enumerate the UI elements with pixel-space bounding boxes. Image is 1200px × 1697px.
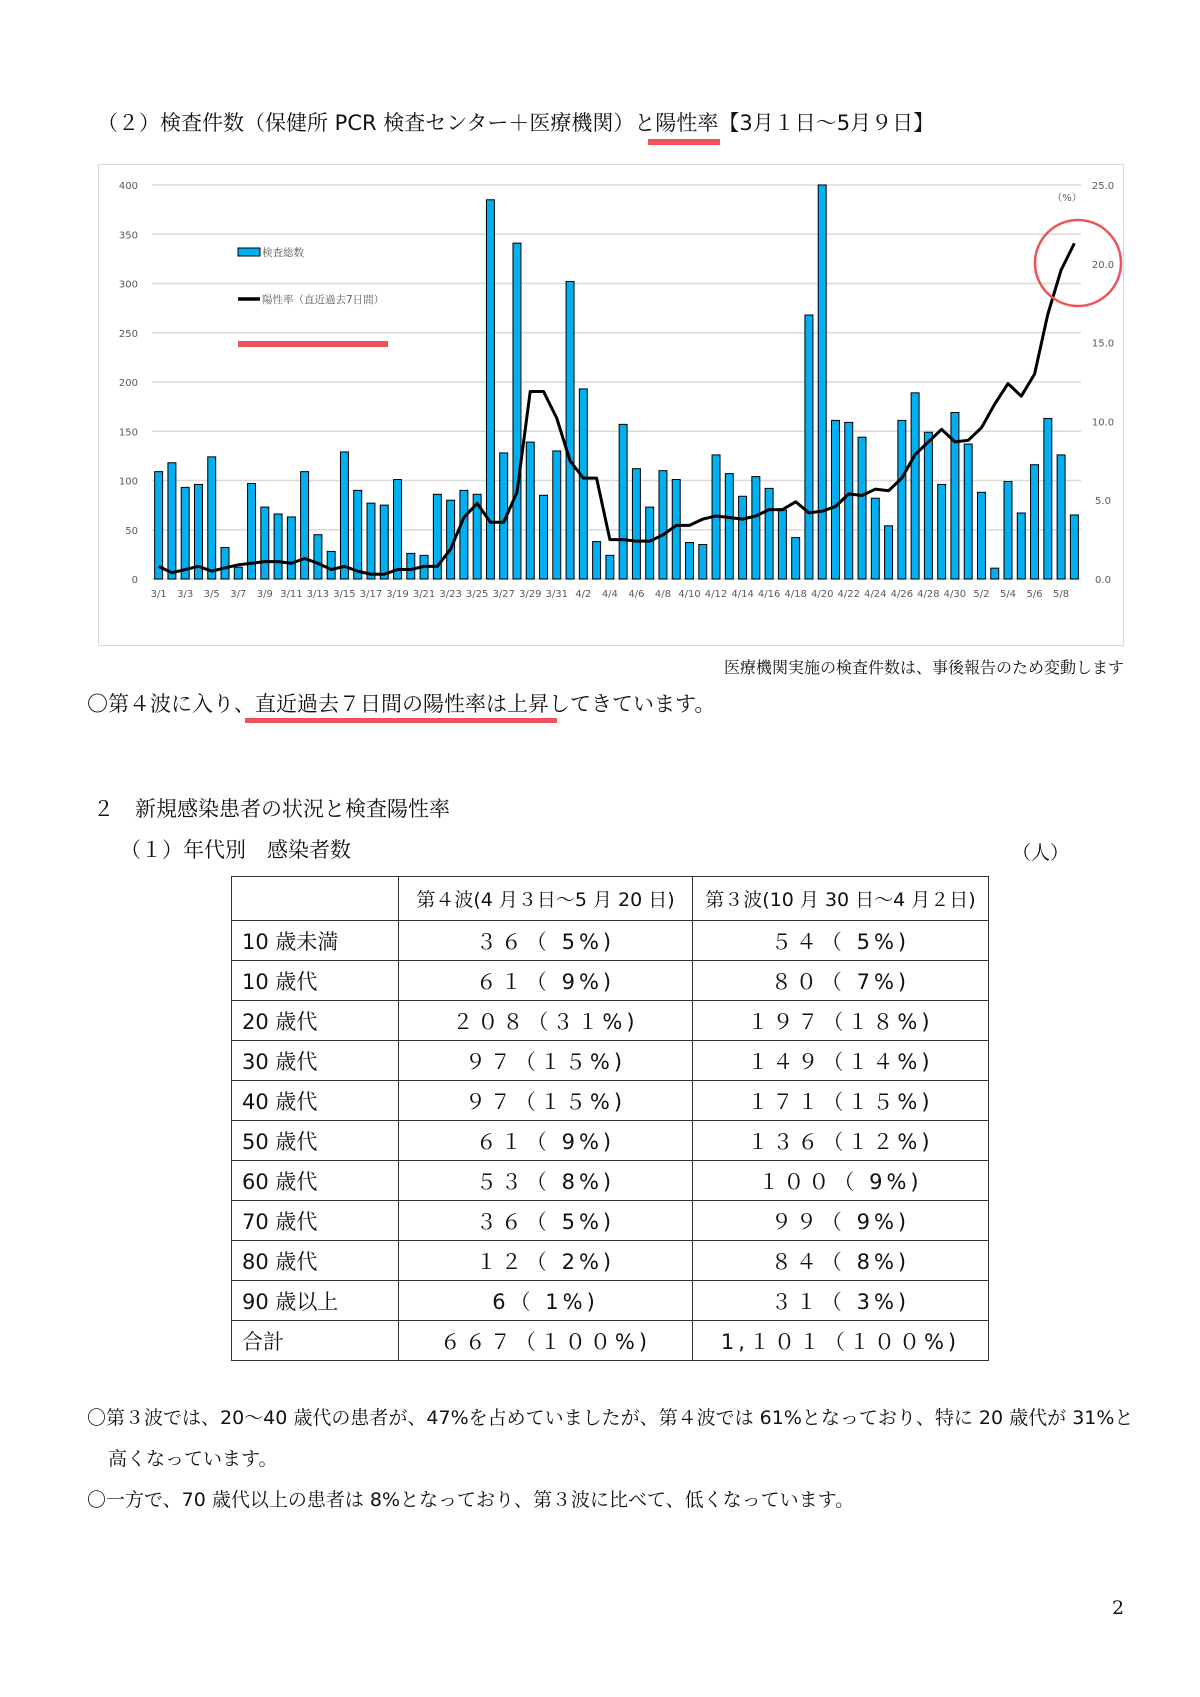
x-tick-label: 3/19	[386, 589, 409, 600]
table-row	[232, 1001, 989, 1041]
age-group-cell: 30 歳代	[232, 1041, 399, 1081]
left-tick-label: 400	[118, 181, 138, 192]
bar-test-count	[1070, 515, 1078, 579]
x-tick-label: 4/12	[704, 589, 728, 600]
table-header-row	[232, 877, 989, 921]
tests-positivity-chart	[99, 165, 1125, 647]
wave3-cell: １９７（１８%)	[693, 1001, 989, 1041]
table-row	[232, 1241, 989, 1281]
bar-test-count	[632, 469, 640, 579]
age-group-cell: 10 歳代	[232, 961, 399, 1001]
left-tick-label: 50	[125, 525, 138, 537]
right-tick-label: 15.0	[1091, 338, 1115, 350]
header-wave4: 第４波(4 月３日～5 月 20 日)	[399, 877, 693, 921]
x-tick-label: 4/18	[784, 589, 807, 600]
x-tick-label: 5/8	[1053, 589, 1070, 600]
bar-test-count	[924, 432, 932, 579]
x-tick-label: 4/8	[654, 589, 671, 600]
bar-test-count	[739, 496, 747, 579]
age-group-cell: 40 歳代	[232, 1081, 399, 1121]
bar-test-count	[845, 422, 853, 579]
age-group-cell: 90 歳以上	[232, 1281, 399, 1321]
wave4-cell: ６１（ 9%)	[399, 1121, 693, 1161]
left-tick-label: 250	[118, 328, 138, 340]
x-tick-label: 3/13	[306, 589, 330, 600]
wave4-cell: ６６７（１００%)	[399, 1321, 693, 1361]
left-tick-label: 200	[118, 378, 138, 389]
x-tick-label: 4/2	[575, 589, 592, 600]
bar-test-count	[394, 480, 402, 579]
x-tick-label: 3/11	[280, 589, 303, 600]
age-group-cell: 60 歳代	[232, 1161, 399, 1201]
bar-test-count	[765, 488, 773, 579]
bar-test-count	[327, 551, 335, 579]
bar-test-count	[818, 185, 826, 579]
bar-test-count	[911, 393, 919, 579]
bar-test-count	[858, 437, 866, 579]
bar-test-count	[964, 444, 972, 579]
bullet-positivity-rising: 〇第４波に入り、直近過去７日間の陽性率は上昇してきています。	[87, 692, 716, 716]
left-tick-label: 100	[118, 476, 138, 488]
x-tick-label: 3/23	[439, 589, 462, 600]
x-tick-label: 3/15	[333, 589, 356, 600]
x-tick-label: 3/27	[492, 589, 515, 600]
bar-test-count	[526, 442, 534, 579]
x-tick-label: 4/16	[757, 589, 781, 600]
bullet-age-shift-cont: 高くなっています。	[108, 1448, 278, 1470]
table-row	[232, 1081, 989, 1121]
left-tick-label: 350	[118, 230, 138, 242]
wave4-cell: ３６（ 5%)	[399, 921, 693, 961]
age-group-table	[231, 876, 989, 1361]
bullet-age-shift: 〇第３波では、20～40 歳代の患者が、47%を占めていましたが、第４波では 61%となっており、特に 20 歳代が 31%と	[87, 1407, 1134, 1429]
x-tick-label: 3/3	[177, 589, 194, 600]
bar-test-count	[725, 474, 733, 579]
x-tick-label: 3/25	[465, 589, 489, 600]
wave3-cell: １３６（１２%)	[693, 1121, 989, 1161]
section-title: （２）検査件数（保健所 PCR 検査センター＋医療機関）と陽性率【3月１日～5月９日】	[97, 111, 935, 135]
bar-test-count	[606, 555, 614, 579]
x-tick-label: 5/4	[999, 589, 1017, 600]
right-tick-label: 10.0	[1091, 417, 1115, 429]
table-row	[232, 961, 989, 1001]
x-tick-label: 4/28	[917, 589, 940, 600]
x-tick-label: 5/6	[1026, 589, 1043, 600]
bar-test-count	[155, 472, 163, 579]
x-tick-label: 3/5	[203, 589, 220, 600]
x-tick-label: 3/31	[545, 589, 569, 600]
page-number: 2	[1112, 1597, 1125, 1619]
bar-test-count	[646, 507, 654, 579]
wave3-cell: ９９（ 9%)	[693, 1201, 989, 1241]
bar-test-count	[380, 505, 388, 579]
table-row	[232, 1201, 989, 1241]
x-tick-label: 4/30	[943, 589, 967, 600]
right-tick-label: 25.0	[1091, 181, 1115, 192]
left-tick-label: 150	[118, 427, 138, 439]
age-group-cell: 70 歳代	[232, 1201, 399, 1241]
wave4-cell: ６１（ 9%)	[399, 961, 693, 1001]
x-tick-label: 3/17	[359, 589, 383, 600]
bar-test-count	[672, 480, 680, 579]
bar-test-count	[367, 503, 375, 579]
wave4-cell: ３６（ 5%)	[399, 1201, 693, 1241]
bar-test-count	[1031, 465, 1039, 579]
age-group-cell: 合計	[232, 1321, 399, 1361]
bar-test-count	[898, 420, 906, 579]
bar-test-count	[221, 547, 229, 579]
x-tick-label: 4/14	[731, 589, 754, 600]
x-tick-label: 4/22	[837, 589, 860, 600]
age-group-cell: 80 歳代	[232, 1241, 399, 1281]
bar-test-count	[314, 535, 322, 579]
bullet-highlight-underline	[245, 718, 557, 723]
wave4-cell: ９７（１５%)	[399, 1041, 693, 1081]
age-group-cell: 10 歳未満	[232, 921, 399, 961]
bar-test-count	[977, 492, 985, 579]
x-tick-label: 4/4	[601, 589, 618, 600]
subsection-title: （１）年代別 感染者数	[120, 838, 351, 862]
bar-test-count	[540, 495, 548, 579]
chart-note: 医療機関実施の検査件数は、事後報告のため変動します	[723, 658, 1124, 677]
x-tick-label: 3/1	[150, 589, 167, 600]
wave3-cell: ５４（ 5%)	[693, 921, 989, 961]
bar-test-count	[1057, 455, 1065, 579]
left-tick-label: 0	[131, 575, 138, 586]
bar-test-count	[407, 553, 415, 579]
bar-test-count	[194, 484, 202, 579]
wave4-cell: １２（ 2%)	[399, 1241, 693, 1281]
x-tick-label: 3/29	[519, 589, 542, 600]
table-row	[232, 1041, 989, 1081]
table-row	[232, 1121, 989, 1161]
wave4-cell: ２０８（３１%)	[399, 1001, 693, 1041]
table-row	[232, 1161, 989, 1201]
x-tick-label: 4/24	[864, 589, 887, 600]
wave3-cell: １００（ 9%)	[693, 1161, 989, 1201]
right-tick-label: 0.0	[1095, 575, 1111, 586]
wave3-cell: 1,１０１（１００%)	[693, 1321, 989, 1361]
table-row	[232, 921, 989, 961]
bar-test-count	[686, 543, 694, 579]
bar-test-count	[831, 420, 839, 579]
wave3-cell: ８０（ 7%)	[693, 961, 989, 1001]
bar-test-count	[752, 477, 760, 579]
x-tick-label: 4/20	[810, 589, 834, 600]
x-tick-label: 4/26	[890, 589, 914, 600]
bar-test-count	[699, 545, 707, 579]
bar-test-count	[354, 490, 362, 579]
bar-test-count	[619, 424, 627, 579]
bar-test-count	[792, 538, 800, 579]
bar-test-count	[778, 510, 786, 579]
right-tick-label: 20.0	[1091, 259, 1115, 271]
bar-test-count	[460, 490, 468, 579]
legend-highlight-underline	[238, 341, 388, 347]
bar-test-count	[181, 487, 189, 579]
bar-test-count	[1044, 418, 1052, 579]
bullet-elderly: 〇一方で、70 歳代以上の患者は 8%となっており、第３波に比べて、低くなっています。	[87, 1489, 855, 1511]
wave4-cell: 6（ 1%)	[399, 1281, 693, 1321]
x-tick-label: 3/21	[412, 589, 436, 600]
wave4-cell: ５３（ 8%)	[399, 1161, 693, 1201]
bar-test-count	[871, 498, 879, 579]
unit-label: （人）	[1012, 842, 1070, 864]
positivity-rate-line	[159, 243, 1075, 574]
legend-bar-swatch	[238, 248, 260, 256]
wave4-cell: ９７（１５%)	[399, 1081, 693, 1121]
age-group-cell: 50 歳代	[232, 1121, 399, 1161]
bar-test-count	[593, 542, 601, 579]
wave3-cell: １４９（１４%)	[693, 1041, 989, 1081]
bar-test-count	[553, 451, 561, 579]
wave3-cell: ３１（ 3%)	[693, 1281, 989, 1321]
right-tick-label: 5.0	[1095, 496, 1111, 508]
x-tick-label: 4/6	[628, 589, 645, 600]
percent-unit-label: （%）	[1052, 193, 1082, 204]
bar-test-count	[301, 472, 309, 579]
wave3-cell: ８４（ 8%)	[693, 1241, 989, 1281]
header-empty	[232, 877, 399, 921]
bar-test-count	[566, 282, 574, 579]
bar-test-count	[805, 315, 813, 579]
wave3-cell: １７１（１５%)	[693, 1081, 989, 1121]
chart-container	[98, 164, 1124, 646]
header-wave3: 第３波(10 月 30 日～4 月２日)	[693, 877, 989, 921]
bar-test-count	[991, 568, 999, 579]
age-group-cell: 20 歳代	[232, 1001, 399, 1041]
title-highlight-underline	[648, 139, 720, 145]
bar-test-count	[234, 567, 242, 579]
bar-test-count	[287, 517, 295, 579]
bar-test-count	[885, 526, 893, 579]
bar-test-count	[1017, 513, 1025, 579]
legend-label-positivity: 陽性率（直近過去7日間）	[262, 294, 385, 306]
bar-test-count	[1004, 481, 1012, 579]
x-tick-label: 3/9	[256, 589, 273, 600]
bar-test-count	[340, 452, 348, 579]
x-tick-label: 3/7	[230, 589, 247, 600]
table-row	[232, 1281, 989, 1321]
bar-test-count	[208, 457, 216, 579]
bar-test-count	[579, 389, 587, 579]
x-tick-label: 4/10	[678, 589, 701, 600]
legend-label-tests: 検査総数	[262, 247, 304, 259]
left-tick-label: 300	[118, 279, 138, 291]
bar-test-count	[938, 484, 946, 579]
bar-test-count	[261, 507, 269, 579]
section2-title: ２ 新規感染患者の状況と検査陽性率	[93, 797, 450, 821]
bar-test-count	[513, 243, 521, 579]
bar-test-count	[168, 463, 176, 579]
bar-test-count	[274, 514, 282, 579]
x-tick-label: 5/2	[973, 589, 990, 600]
table-row	[232, 1321, 989, 1361]
bar-test-count	[659, 471, 667, 579]
